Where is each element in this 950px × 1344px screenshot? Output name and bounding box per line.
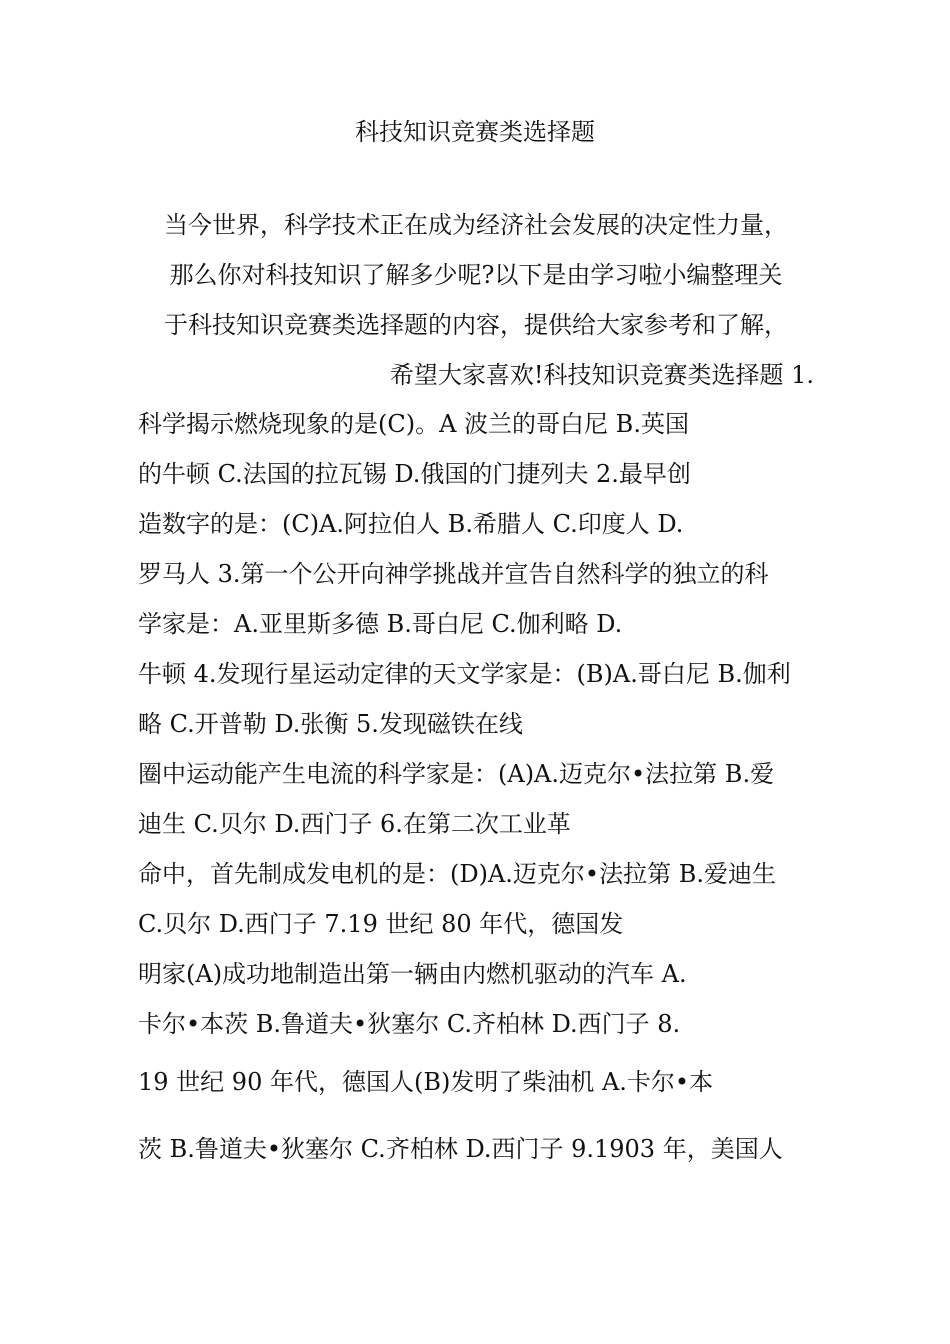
body-line-8: 圈中运动能产生电流的科学家是：(A)A.迈克尔•法拉第 B.爱 xyxy=(138,760,775,788)
body-line-7: 略 C.开普勒 D.张衡 5.发现磁铁在线 xyxy=(138,710,523,738)
intro-line-2: 那么你对科技知识了解多少呢?以下是由学习啦小编整理关 xyxy=(169,261,783,289)
body-line-10: 命中，首先制成发电机的是：(D)A.迈克尔•法拉第 B.爱迪生 xyxy=(138,860,776,888)
body-line-15: 茨 B.鲁道夫•狄塞尔 C.齐柏林 D.西门子 9.1903 年，美国人 xyxy=(138,1135,783,1163)
intro-line-4: 希望大家喜欢!科技知识竞赛类选择题 1. xyxy=(389,361,814,389)
body-line-13: 卡尔•本茨 B.鲁道夫•狄塞尔 C.齐柏林 D.西门子 8. xyxy=(138,1010,681,1038)
body-line-14: 19 世纪 90 年代，德国人(B)发明了柴油机 A.卡尔•本 xyxy=(138,1068,714,1096)
body-line-1: 科学揭示燃烧现象的是(C)。A 波兰的哥白尼 B.英国 xyxy=(138,410,689,438)
body-line-12: 明家(A)成功地制造出第一辆由内燃机驱动的汽车 A. xyxy=(138,960,687,988)
body-line-6: 牛顿 4.发现行星运动定律的天文学家是：(B)A.哥白尼 B.伽利 xyxy=(138,660,791,688)
page-title: 科技知识竞赛类选择题 xyxy=(355,118,595,146)
body-line-5: 学家是：A.亚里斯多德 B.哥白尼 C.伽利略 D. xyxy=(138,610,623,638)
intro-line-1: 当今世界，科学技术正在成为经济社会发展的决定性力量， xyxy=(164,211,788,239)
body-line-4: 罗马人 3.第一个公开向神学挑战并宣告自然科学的独立的科 xyxy=(138,560,769,588)
body-line-2: 的牛顿 C.法国的拉瓦锡 D.俄国的门捷列夫 2.最早创 xyxy=(138,460,691,488)
body-line-3: 造数字的是：(C)A.阿拉伯人 B.希腊人 C.印度人 D. xyxy=(138,510,684,538)
body-line-11: C.贝尔 D.西门子 7.19 世纪 80 年代，德国发 xyxy=(138,910,624,938)
body-line-9: 迪生 C.贝尔 D.西门子 6.在第二次工业革 xyxy=(138,810,571,838)
intro-line-3: 于科技知识竞赛类选择题的内容，提供给大家参考和了解， xyxy=(164,311,788,339)
